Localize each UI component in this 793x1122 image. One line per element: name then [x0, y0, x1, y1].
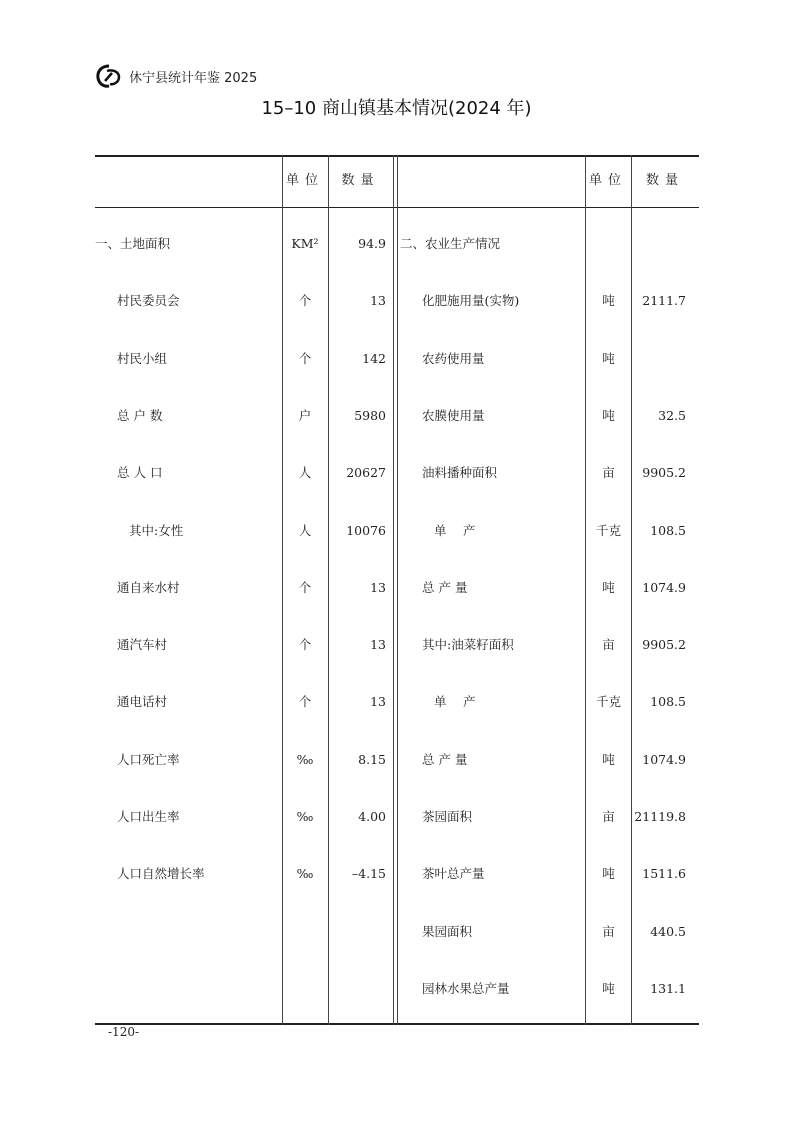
yearbook-logo-icon: [95, 63, 123, 89]
row-name: 单 产: [434, 522, 476, 538]
table-row: [95, 903, 699, 960]
row-value: 131.1: [650, 980, 686, 996]
row-value: 5980: [354, 407, 386, 423]
table-row: [95, 387, 699, 444]
row-value: [631, 215, 686, 272]
table-row: [95, 444, 699, 501]
row-value: 108.5: [650, 694, 686, 710]
row-value: 108.5: [650, 522, 686, 538]
row-value: 21119.8: [634, 809, 686, 824]
row-name: 通汽车村: [117, 637, 168, 653]
table-row: [95, 272, 699, 329]
row-unit: 吨: [602, 751, 615, 767]
row-name: 果园面积: [422, 923, 473, 939]
table-row: [95, 559, 699, 616]
header-unit-right: 单位: [588, 173, 627, 188]
row-name: 总 产 量: [422, 579, 468, 595]
row-unit: 吨: [602, 350, 615, 366]
row-value: 9905.2: [642, 637, 686, 653]
row-name: 一、土地面积: [95, 236, 171, 251]
row-unit: 亩: [602, 465, 615, 481]
row-value: 142: [362, 350, 386, 366]
table-row: [95, 731, 699, 788]
row-name: 人口死亡率: [117, 751, 180, 767]
row-unit: 个: [298, 293, 312, 309]
row-value: 1074.9: [642, 751, 686, 767]
row-name: 总 人 口: [117, 465, 163, 481]
row-name: 通电话村: [117, 694, 168, 710]
row-name: 总 户 数: [117, 407, 163, 423]
row-unit: 吨: [602, 980, 615, 996]
statistics-table: [95, 155, 699, 1025]
row-value: 1511.6: [642, 866, 686, 882]
row-value: 9905.2: [642, 465, 686, 481]
table-row: [95, 215, 699, 272]
row-unit: 千克: [595, 694, 621, 710]
row-value: 13: [370, 694, 386, 710]
row-value: [631, 330, 686, 387]
yearbook-header: [95, 62, 257, 90]
row-unit: 户: [298, 407, 312, 423]
row-unit: 吨: [602, 579, 615, 595]
row-value: –4.15: [351, 866, 386, 882]
row-value: 20627: [346, 465, 386, 481]
row-value: 13: [370, 579, 386, 595]
row-name: 通自来水村: [117, 579, 180, 595]
row-unit: ‰: [296, 809, 314, 824]
row-name: 园林水果总产量: [422, 980, 510, 996]
page-title: 15–10 商山镇基本情况(2024 年): [261, 98, 532, 119]
row-unit: 吨: [602, 866, 615, 882]
page-number: -120-: [108, 1025, 140, 1039]
row-unit: 吨: [602, 407, 615, 423]
row-name: 油料播种面积: [422, 465, 498, 481]
row-unit: 人: [298, 522, 312, 538]
row-name: 其中:女性: [129, 522, 184, 538]
row-name: 总 产 量: [422, 751, 468, 767]
table-row: [95, 845, 699, 902]
row-unit: 千克: [595, 522, 621, 538]
header-quantity-left: 数量: [341, 173, 380, 188]
row-unit: 亩: [602, 923, 615, 939]
table-row: [95, 616, 699, 673]
row-value: 8.15: [358, 751, 386, 767]
yearbook-title: 休宁县统计年鉴 2025: [129, 70, 258, 86]
row-value: 32.5: [658, 407, 686, 423]
row-value: 1074.9: [642, 579, 686, 595]
row-unit: 亩: [602, 809, 615, 824]
row-name: 农膜使用量: [422, 407, 485, 423]
row-name: 茶叶总产量: [422, 866, 485, 882]
row-unit: 个: [298, 637, 312, 653]
row-name: 农药使用量: [422, 350, 485, 366]
table-row: [95, 788, 699, 845]
row-name: 化肥施用量(实物): [422, 293, 520, 309]
row-name: 人口出生率: [117, 809, 180, 824]
row-value: 13: [370, 637, 386, 653]
row-name: 人口自然增长率: [117, 866, 205, 882]
table-row: [95, 960, 699, 1017]
row-unit: 亩: [602, 637, 615, 653]
row-unit: ‰: [296, 866, 314, 882]
row-value: 440.5: [650, 923, 686, 939]
row-unit: 吨: [602, 293, 615, 309]
header-quantity-right: 数量: [645, 173, 684, 188]
row-value: 2111.7: [642, 293, 686, 309]
header-unit-left: 单位: [285, 173, 324, 188]
table-row: [95, 673, 699, 730]
row-name: 茶园面积: [422, 809, 473, 824]
row-name: 单 产: [434, 694, 476, 710]
row-value: 94.9: [358, 236, 386, 251]
row-unit: 个: [298, 350, 312, 366]
row-unit: 个: [298, 579, 312, 595]
row-unit: 人: [298, 465, 312, 481]
row-unit: 个: [298, 694, 312, 710]
row-name: 其中:油菜籽面积: [422, 637, 514, 653]
row-unit: KM²: [291, 236, 319, 251]
row-name: 村民委员会: [117, 293, 180, 309]
row-unit: ‰: [296, 751, 314, 767]
row-name: 村民小组: [117, 350, 168, 366]
table-row: [95, 330, 699, 387]
row-value: 10076: [346, 522, 386, 538]
table-row: [95, 502, 699, 559]
row-unit: [586, 215, 631, 272]
row-value: 4.00: [358, 809, 386, 824]
row-value: 13: [370, 293, 386, 309]
row-name: 二、农业生产情况: [400, 236, 501, 251]
